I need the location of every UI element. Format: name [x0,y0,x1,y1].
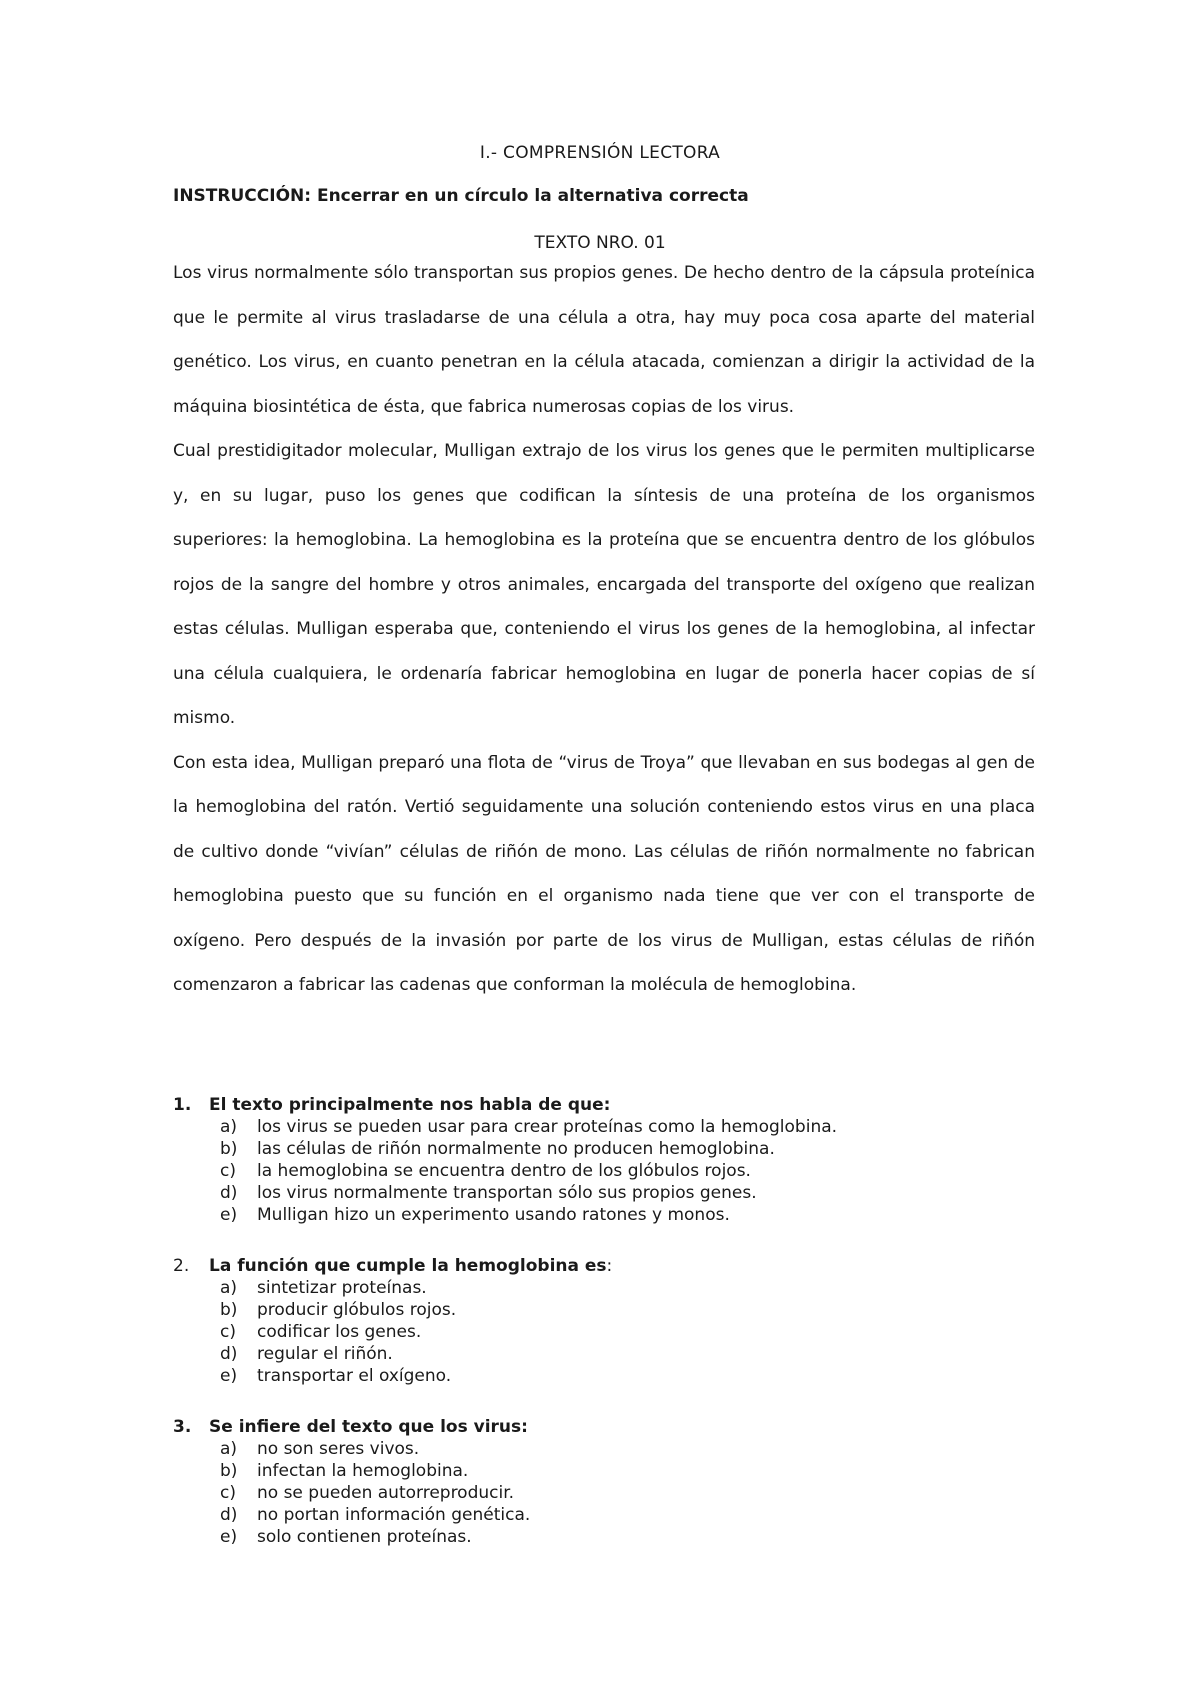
option-c[interactable] [173,1482,1053,1504]
option-c[interactable] [173,1160,1053,1182]
option-text: no son seres vivos. [257,1439,420,1459]
option-letter: d) [220,1344,238,1364]
option-text: regular el riñón. [257,1344,393,1364]
option-a[interactable] [173,1116,1053,1138]
question-1 [173,1094,1053,1226]
paragraph: Con esta idea, Mulligan preparó una flota de “virus de Troya” que llevaban en sus bodegas al gen de la hemoglobina del ratón. Vertió seguidamente una solución conteniendo estos virus en una placa de cultivo donde “vivían” células de riñón de mono. Las células de riñón normalmente no fabrican hemoglobina puesto que su función en el organismo nada tiene que ver con el transporte de oxígeno. Pero después de la invasión por parte de los virus de Mulligan, estas células de riñón comenzaron a fabricar las cadenas que conforman la molécula de hemoglobina. [173,752,1035,995]
question-3 [173,1416,1053,1548]
option-letter: b) [220,1461,238,1481]
option-a[interactable] [173,1438,1053,1460]
option-letter: c) [220,1161,236,1181]
option-text: sintetizar proteínas. [257,1278,427,1298]
paragraph: Cual prestidigitador molecular, Mulligan extrajo de los virus los genes que le permiten multiplicarse y, en su lugar, puso los genes que codifican la síntesis de una proteína de los organismos superiores: la hemoglobina. La hemoglobina es la proteína que se encuentra dentro de los glóbulos rojos de la sangre del hombre y otros animales, encargada del transporte del oxígeno que realizan estas células. Mulligan esperaba que, conteniendo el virus los genes de la hemoglobina, al infectar una célula cualquiera, le ordenaría fabricar hemoglobina en lugar de ponerla hacer copias de sí mismo. [173,441,1035,728]
option-letter: d) [220,1183,238,1203]
section-title: I.- COMPRENSIÓN LECTORA [479,143,721,163]
option-d[interactable] [173,1504,1053,1526]
option-letter: d) [220,1505,238,1525]
question-text: El texto principalmente nos habla de que: [209,1095,611,1115]
option-d[interactable] [173,1182,1053,1204]
options-list [173,1277,1053,1387]
option-text: no portan información genética. [257,1505,531,1525]
option-text: las células de riñón normalmente no producen hemoglobina. [257,1139,775,1159]
option-b[interactable] [173,1299,1053,1321]
option-text: la hemoglobina se encuentra dentro de los glóbulos rojos. [257,1161,751,1181]
option-e[interactable] [173,1526,1053,1548]
question-text: La función que cumple la hemoglobina es [209,1256,607,1276]
options-list [173,1116,1053,1226]
option-b[interactable] [173,1138,1053,1160]
option-e[interactable] [173,1365,1053,1387]
option-letter: c) [220,1322,236,1342]
option-letter: a) [220,1117,238,1137]
text-title: TEXTO NRO. 01 [534,233,666,253]
option-letter: e) [220,1205,238,1225]
question-number: 2. [173,1256,190,1276]
reading-passage [173,251,1035,1008]
option-text: producir glóbulos rojos. [257,1300,457,1320]
option-text: codificar los genes. [257,1322,422,1342]
option-letter: e) [220,1366,238,1386]
option-text: no se pueden autorreproducir. [257,1483,515,1503]
option-letter: a) [220,1439,238,1459]
option-e[interactable] [173,1204,1053,1226]
option-text: transportar el oxígeno. [257,1366,452,1386]
option-text: Mulligan hizo un experimento usando ratones y monos. [257,1205,730,1225]
question-number: 3. [173,1417,192,1437]
option-letter: a) [220,1278,238,1298]
option-b[interactable] [173,1460,1053,1482]
option-text: los virus se pueden usar para crear proteínas como la hemoglobina. [257,1117,838,1137]
question-2 [173,1255,1053,1387]
question-number: 1. [173,1095,192,1115]
option-letter: b) [220,1139,238,1159]
option-letter: b) [220,1300,238,1320]
option-c[interactable] [173,1321,1053,1343]
instruction: INSTRUCCIÓN: Encerrar en un círculo la alternativa correcta [173,186,749,206]
option-text: solo contienen proteínas. [257,1527,472,1547]
option-d[interactable] [173,1343,1053,1365]
options-list [173,1438,1053,1548]
question-text: Se infiere del texto que los virus: [209,1417,528,1437]
option-letter: c) [220,1483,236,1503]
question-text-suffix: : [606,1256,613,1276]
option-a[interactable] [173,1277,1053,1299]
option-text: infectan la hemoglobina. [257,1461,469,1481]
paragraph: Los virus normalmente sólo transportan sus propios genes. De hecho dentro de la cápsula proteínica que le permite al virus trasladarse de una célula a otra, hay muy poca cosa aparte del material genético. Los virus, en cuanto penetran en la célula atacada, comienzan a dirigir la actividad de la máquina biosintética de ésta, que fabrica numerosas copias de los virus. [173,263,1035,417]
option-letter: e) [220,1527,238,1547]
option-text: los virus normalmente transportan sólo sus propios genes. [257,1183,757,1203]
